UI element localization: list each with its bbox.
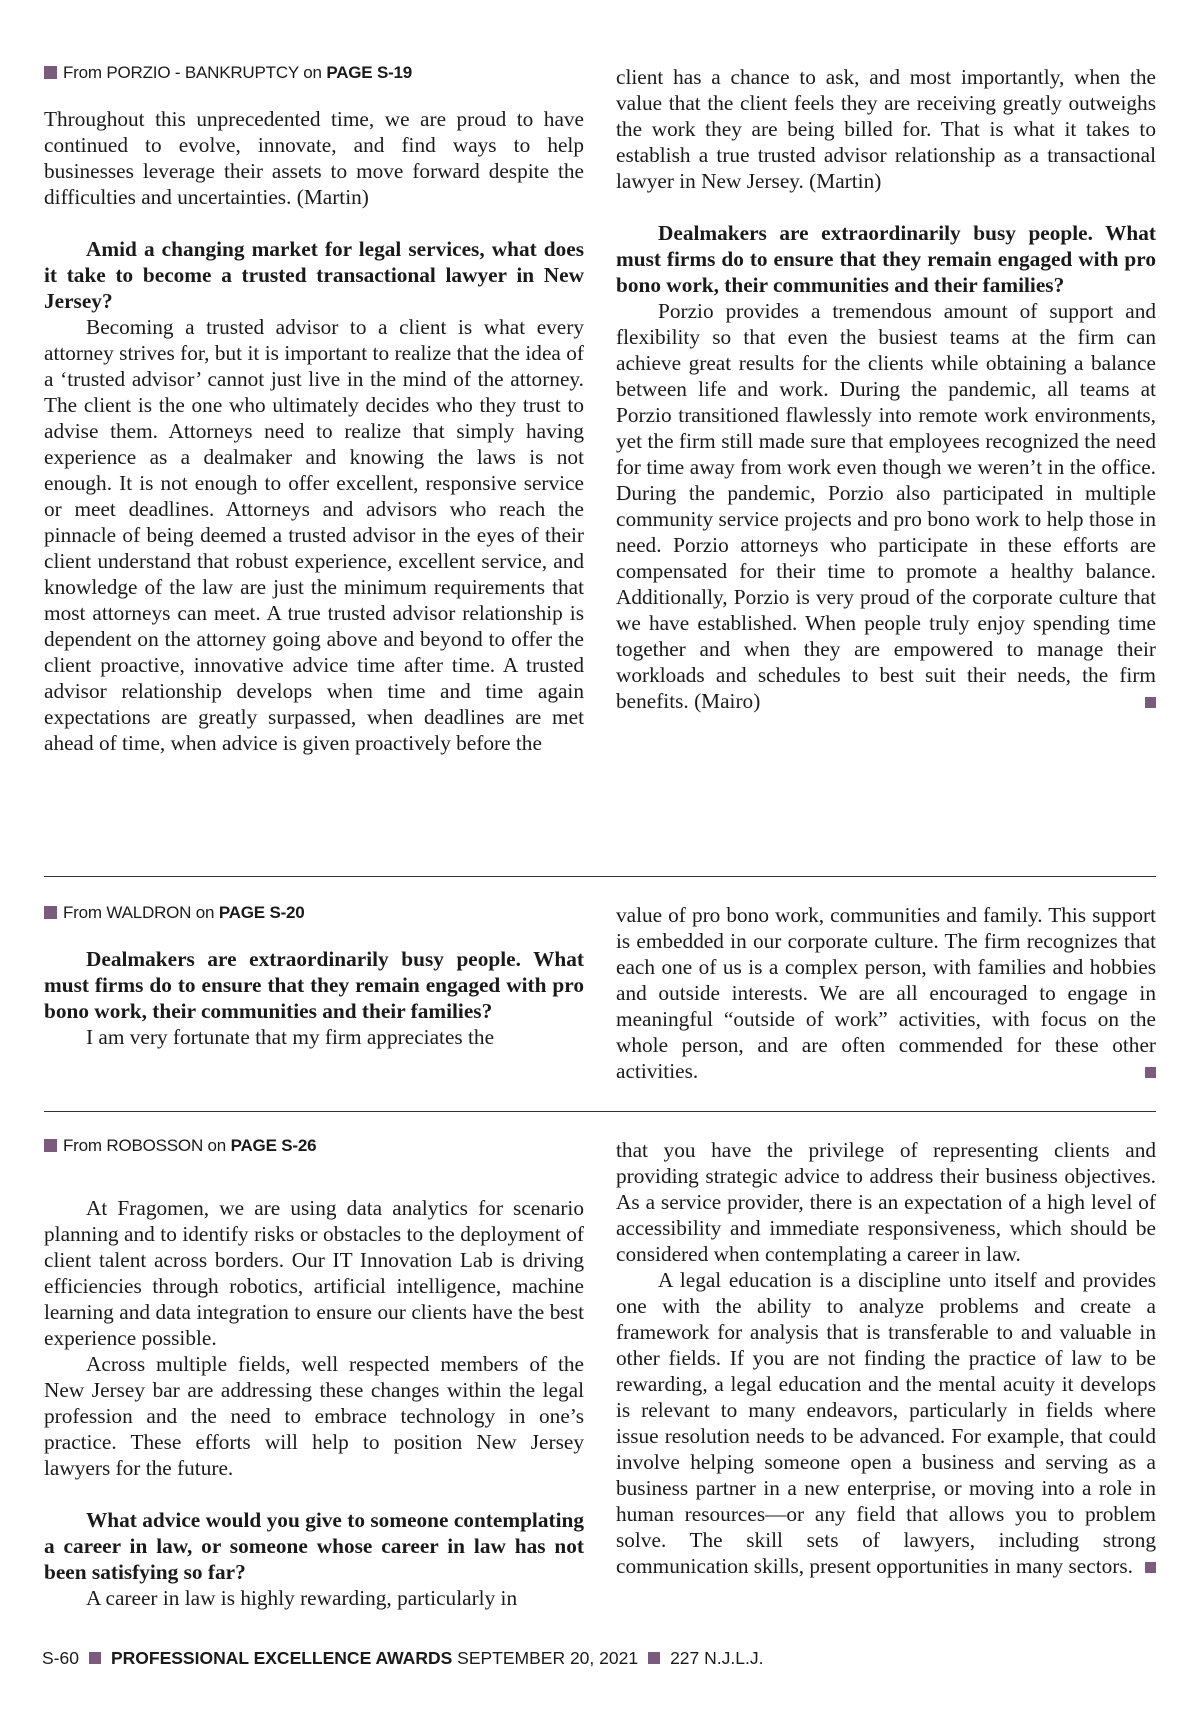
paragraph: A career in law is highly rewarding, particularly in bbox=[86, 1586, 518, 1610]
section-robosson bbox=[44, 1131, 1156, 1631]
source-line bbox=[44, 902, 584, 924]
source-page-link[interactable]: PAGE S-20 bbox=[218, 903, 305, 922]
publication-name: PROFESSIONAL EXCELLENCE AWARDS bbox=[110, 1648, 453, 1668]
paragraph-text: Porzio provides a tremendous amount of support and flexibility so that even the busiest teams at the firm can achieve great results for the clients while obtaining a balance between life and work. During the pandemic, all teams at Porzio transitioned flawlessly into remote work environments, yet the firm still made sure that employees recognized the need for time away from work even though we weren’t in the office. During the pandemic, Porzio also participated in multiple community service projects and pro bono work to help those in need. Porzio attorneys who participate in these efforts are compensated for their time to promote a healthy balance. Additionally, Porzio is very proud of the corporate culture that we have established. When people truly enjoy spending time together and when they are empowered to manage their workloads and schedules to best suit their needs, the firm benefits. (Mairo) bbox=[616, 299, 1156, 713]
source-page-link[interactable]: PAGE S-26 bbox=[230, 1136, 317, 1155]
section-waldron bbox=[44, 898, 1156, 1083]
paragraph: At Fragomen, we are using data analytics for scenario planning and to identify risks or obstacles to the deployment of client talent across borders. Our IT Innovation Lab is driving efficiencies through robotics, artificial intelligence, machine learning and data integration to ensure our clients have the best experience possible. bbox=[44, 1196, 584, 1350]
section-divider bbox=[44, 876, 1156, 877]
paragraph bbox=[616, 1267, 1156, 1579]
paragraph bbox=[616, 902, 1156, 1084]
paragraph: Across multiple fields, well respected members of the New Jersey bar are addressing these changes within the legal profession and the need to embrace technology in one’s practice. These efforts will help to position New Jersey lawyers for the future. bbox=[44, 1352, 584, 1480]
volume-citation: 227 N.J.L.J. bbox=[670, 1648, 764, 1668]
section-porzio bbox=[44, 58, 1156, 848]
page-number: S-60 bbox=[42, 1648, 79, 1668]
paragraph: that you have the privilege of representing clients and providing strategic advice to address their business objectives. As a service provider, there is an expectation of a high level of accessibility and immediate responsiveness, which should be considered when contemplating a career in law. bbox=[616, 1138, 1156, 1266]
end-mark-icon bbox=[1145, 697, 1156, 708]
paragraph bbox=[616, 298, 1156, 714]
square-bullet-icon bbox=[44, 66, 57, 79]
square-bullet-icon bbox=[44, 1139, 57, 1152]
paragraph: Becoming a trusted advisor to a client is what every attorney strives for, but it is important to realize that the idea of a ‘trusted advisor’ cannot just live in the mind of the attorney. The client is the one who ultimately decides who they trust to advise them. Attorneys need to realize that simply having experience as a dealmaker and knowing the laws is not enough. It is not enough to offer excellent, responsive service or meet deadlines. Attorneys and advisors who reach the pinnacle of being deemed a trusted advisor in the eyes of their client understand that robust experience, excellent service, and knowledge of the law are just the minimum requirements that most attorneys can meet. A true trusted advisor relationship is dependent on the attorney going above and beyond to offer the client proactive, innovative advice time after time. A trusted advisor relationship develops when time and time again expectations are greatly surpassed, when deadlines are met ahead of time, when advice is given proactively before the bbox=[44, 315, 584, 755]
source-prefix: From WALDRON on bbox=[63, 903, 215, 922]
question-heading: What advice would you give to someone contemplating a career in law, or someone whose career in law has not been satisfying so far? bbox=[44, 1508, 584, 1584]
robosson-right-column bbox=[616, 1137, 1156, 1579]
square-bullet-icon bbox=[44, 906, 57, 919]
paragraph: client has a chance to ask, and most importantly, when the value that the client feels they are receiving greatly outweighs the work they are being billed for. That is what it takes to establish a true trusted advisor relationship as a transactional lawyer in New Jersey. (Martin) bbox=[616, 65, 1156, 193]
question-heading: Dealmakers are extraordinarily busy people. What must firms do to ensure that they remain engaged with pro bono work, their communities and their families? bbox=[616, 221, 1156, 297]
issue-date: SEPTEMBER 20, 2021 bbox=[457, 1648, 639, 1668]
source-line bbox=[44, 1135, 584, 1157]
porzio-left-column bbox=[44, 58, 584, 756]
source-line bbox=[44, 62, 584, 84]
end-mark-icon bbox=[1145, 1067, 1156, 1078]
square-separator-icon bbox=[648, 1652, 660, 1664]
source-page-link[interactable]: PAGE S-19 bbox=[326, 63, 413, 82]
section-divider bbox=[44, 1111, 1156, 1112]
paragraph-text: A legal education is a discipline unto itself and provides one with the ability to analyze problems and create a framework for analysis that is transferable to and valuable in other fields. If you are not finding the practice of law to be rewarding, a legal education and the mental acuity it develops is relevant to many endeavors, particularly in fields where issue resolution needs to be advanced. For example, that could involve helping someone open a business and serving as a business partner in a new enterprise, or moving into a role in human resources—or any field that allows you to problem solve. The skill sets of lawyers, including strong communication skills, present opportunities in many sectors. bbox=[616, 1268, 1156, 1578]
end-mark-icon bbox=[1145, 1562, 1156, 1573]
robosson-left-column bbox=[44, 1131, 584, 1611]
porzio-right-column bbox=[616, 64, 1156, 714]
question-heading: Amid a changing market for legal services, what does it take to become a trusted transactional lawyer in New Jersey? bbox=[44, 237, 584, 313]
source-prefix: From ROBOSSON on bbox=[63, 1136, 227, 1155]
source-prefix: From PORZIO - BANKRUPTCY on bbox=[63, 63, 322, 82]
paragraph: I am very fortunate that my firm appreciates the bbox=[86, 1025, 495, 1049]
waldron-left-column bbox=[44, 898, 584, 1050]
question-heading: Dealmakers are extraordinarily busy people. What must firms do to ensure that they remain engaged with pro bono work, their communities and their families? bbox=[44, 947, 584, 1023]
square-separator-icon bbox=[89, 1652, 101, 1664]
waldron-right-column bbox=[616, 902, 1156, 1084]
paragraph-text: value of pro bono work, communities and family. This support is embedded in our corporate culture. The firm recognizes that each one of us is a complex person, with families and hobbies and outside interests. We are all encouraged to engage in meaningful “outside of work” activities, with focus on the whole person, and are often commended for these other activities. bbox=[616, 903, 1156, 1083]
paragraph: Throughout this unprecedented time, we are proud to have continued to evolve, innovate, and find ways to help businesses leverage their assets to move forward despite the difficulties and uncertainties. (Martin) bbox=[44, 107, 584, 209]
page-footer bbox=[42, 1647, 763, 1669]
